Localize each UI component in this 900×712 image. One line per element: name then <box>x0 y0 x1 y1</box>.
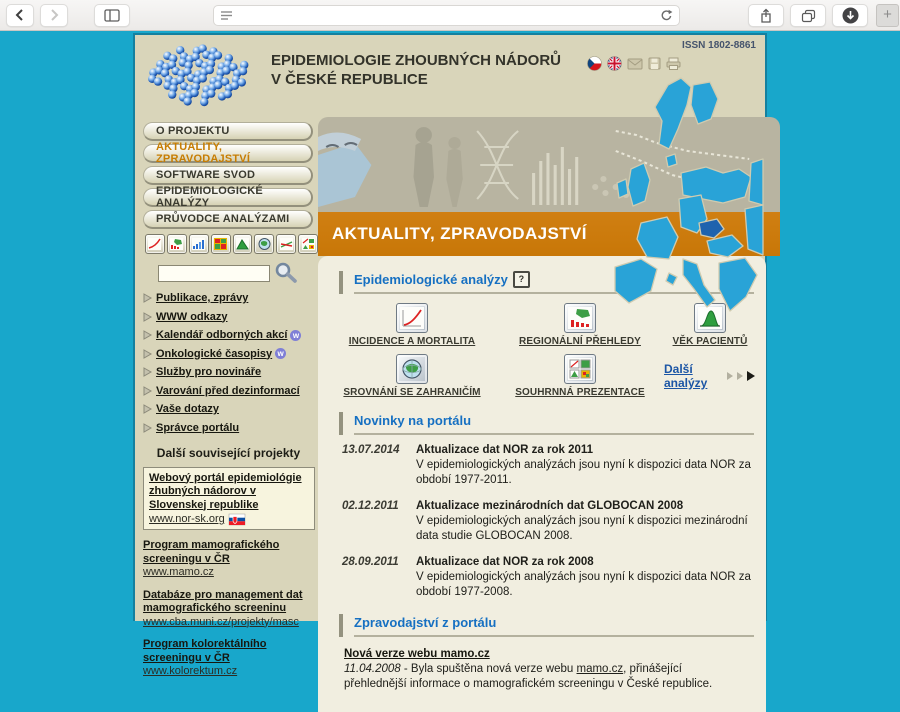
section-banner <box>318 212 780 256</box>
forward-button[interactable] <box>40 4 68 27</box>
shortcut-regional-map-button[interactable] <box>167 234 187 254</box>
globe-icon <box>258 238 271 250</box>
w-badge-icon: w <box>290 330 301 341</box>
chevron-left-icon <box>14 8 26 22</box>
section-analyses <box>328 271 756 294</box>
shortcut-area-chart-button[interactable] <box>233 234 253 254</box>
project-mamo <box>143 539 319 580</box>
section-rule <box>354 433 754 435</box>
link-www-odkazy[interactable]: WWW odkazy <box>143 311 318 323</box>
news-date: 13.07.2014 <box>342 444 400 456</box>
news-item <box>342 499 756 544</box>
arrow-bullet-icon <box>143 349 152 359</box>
project-masc-link[interactable]: Databáze pro management dat mamografického screeninu <box>143 588 303 614</box>
news-item <box>342 555 756 600</box>
browser-toolbar <box>0 0 900 31</box>
news-list <box>342 443 756 600</box>
trend-comparison-icon <box>280 238 293 250</box>
shortcut-combined-analyses-button[interactable] <box>298 234 318 254</box>
header-utility-icons <box>587 56 681 71</box>
content-row <box>135 117 765 712</box>
downloads-button[interactable] <box>832 4 868 27</box>
analysis-souhrn[interactable]: SOUHRNNÁ PREZENTACE <box>496 354 664 398</box>
sidebar <box>135 117 318 712</box>
mosaic-map-icon <box>214 238 227 250</box>
search-input[interactable] <box>158 265 270 282</box>
news-title: Aktualizace dat NOR za rok 2008 <box>416 556 594 568</box>
incidence-line-chart-icon[interactable] <box>396 303 428 333</box>
slovak-flag-icon <box>229 514 245 525</box>
url-input[interactable] <box>233 9 660 23</box>
age-area-chart-icon[interactable] <box>694 303 726 333</box>
new-tab-button[interactable]: + <box>876 4 899 27</box>
issn-label: ISSN 1802-8861 <box>682 40 756 51</box>
site-container <box>133 33 767 690</box>
medical-collage-image <box>318 117 780 212</box>
link-kalendar-akci[interactable]: Kalendář odborných akcí w <box>143 329 318 341</box>
bar-chart-icon <box>192 238 205 250</box>
nav-o-projektu[interactable]: O PROJEKTU <box>143 122 313 141</box>
zprava-title-link[interactable]: Nová verze webu mamo.cz <box>344 648 490 660</box>
czech-map-dots-logo <box>147 44 253 107</box>
content-panel <box>318 256 766 712</box>
search-area <box>158 262 318 284</box>
section-marker <box>339 412 343 435</box>
featured-project-link[interactable]: Webový portál epidemiológie zhubných nádorov v Slovenskej republike <box>149 471 302 511</box>
section-zpravodajstvi <box>328 614 756 637</box>
news-title: Aktualizace dat NOR za rok 2011 <box>416 444 594 456</box>
news-item <box>342 443 756 488</box>
zprava-text: , přinášející přehlednější informace o mamografickém screeningu v České republice. <box>344 663 713 690</box>
area-chart-icon <box>236 238 249 250</box>
arrow-bullet-icon <box>143 404 152 414</box>
nav-pruvodce-analyzami[interactable]: PRŮVODCE ANALÝZAMI <box>143 210 313 229</box>
chevron-right-icon <box>48 8 60 22</box>
line-chart-icon <box>148 238 161 250</box>
zprava-text: - Byla spuštěna nová verze webu <box>400 663 577 675</box>
sidebar-links <box>143 292 318 434</box>
dashboard-grid-icon[interactable] <box>564 354 596 384</box>
analysis-regional[interactable]: REGIONÁLNÍ PŘEHLEDY <box>496 303 664 347</box>
shortcut-globe-button[interactable] <box>254 234 274 254</box>
section-marker <box>339 271 343 294</box>
help-icon[interactable]: ? <box>513 271 530 288</box>
globe-comparison-icon[interactable] <box>396 354 428 384</box>
print-icon[interactable] <box>666 57 681 70</box>
project-mamo-url[interactable]: www.mamo.cz <box>143 566 214 578</box>
nav-aktuality[interactable]: AKTUALITY, ZPRAVODAJSTVÍ <box>143 144 313 163</box>
zpravodajstvi-heading: Zpravodajství z portálu <box>354 615 497 630</box>
arrow-bullet-icon <box>143 312 152 322</box>
analyses-heading: Epidemiologické analýzy <box>354 272 508 287</box>
project-masc <box>143 589 319 630</box>
header-collage <box>318 117 780 212</box>
featured-project-url[interactable]: www.nor-sk.org <box>149 513 309 525</box>
news-date: 02.12.2011 <box>342 500 399 512</box>
news-heading: Novinky na portálu <box>354 413 472 428</box>
section-news <box>328 412 756 435</box>
address-bar[interactable] <box>213 5 680 26</box>
czech-flag-icon[interactable] <box>587 56 602 71</box>
shortcut-trend-comparison-button[interactable] <box>276 234 296 254</box>
uk-flag-icon[interactable] <box>607 56 622 71</box>
news-text: V epidemiologických analýzách jsou nyní k dispozici data NOR za období 1977-2011. <box>416 459 751 486</box>
project-mamo-link[interactable]: Program mamografického screeningu v ČR <box>143 539 280 565</box>
arrow-bullet-icon <box>143 423 152 433</box>
tabs-icon <box>801 9 816 23</box>
zprava-date: 11.04.2008 <box>344 663 401 675</box>
arrow-bullet-icon <box>143 386 152 396</box>
link-publikace[interactable]: Publikace, zprávy <box>143 292 318 304</box>
email-icon[interactable] <box>627 57 643 70</box>
regional-map-icon <box>170 238 183 250</box>
arrow-bullet-icon <box>143 367 152 377</box>
news-date: 28.09.2011 <box>342 556 399 568</box>
news-text: V epidemiologických analýzách jsou nyní k dispozici data NOR za období 1977-2008. <box>416 571 751 598</box>
section-marker <box>339 614 343 637</box>
share-button[interactable] <box>748 4 784 27</box>
news-title: Aktualizace mezinárodních dat GLOBOCAN 2008 <box>416 500 684 512</box>
nav-software-svod[interactable]: SOFTWARE SVOD <box>143 166 313 185</box>
shortcut-mosaic-map-button[interactable] <box>211 234 231 254</box>
shortcut-bar-chart-button[interactable] <box>189 234 209 254</box>
sidebar-toggle-button[interactable] <box>94 4 130 27</box>
regional-map-bars-icon[interactable] <box>564 303 596 333</box>
analysis-vek[interactable]: VĚK PACIENTŮ <box>664 303 756 347</box>
page-title: EPIDEMIOLOGIE ZHOUBNÝCH NÁDORŮ V ČESKÉ REPUBLICE <box>271 52 562 88</box>
more-analyses-link[interactable]: Další analýzy <box>664 362 708 390</box>
chevron-icon <box>726 371 734 381</box>
reload-icon[interactable] <box>660 9 673 22</box>
analyses-grid <box>328 303 756 398</box>
link-spravce-portalu[interactable]: Správce portálu <box>143 422 318 434</box>
related-projects-heading: Další související projekty <box>156 445 301 460</box>
save-icon[interactable] <box>648 57 661 70</box>
project-kolorektum <box>143 638 319 679</box>
arrow-bullet-icon <box>143 330 152 340</box>
main-column <box>318 117 780 712</box>
link-vase-dotazy[interactable]: Vaše dotazy <box>143 403 318 415</box>
tabs-overview-button[interactable] <box>790 4 826 27</box>
shortcut-line-chart-button[interactable] <box>145 234 165 254</box>
browser-viewport <box>0 31 900 690</box>
more-analyses[interactable] <box>664 354 756 398</box>
link-onkologicke-casopisy[interactable]: Onkologické časopisy w <box>143 348 318 360</box>
project-masc-url[interactable]: www.cba.muni.cz/projekty/masc <box>143 615 299 628</box>
section-rule <box>354 292 754 294</box>
combined-analyses-icon <box>302 238 315 250</box>
chevron-icon <box>746 370 756 382</box>
section-rule <box>354 635 754 637</box>
link-sluzby-pro-novinare[interactable]: Služby pro novináře <box>143 366 318 378</box>
chevron-icon <box>736 371 744 381</box>
link-varovani-dezinformace[interactable]: Varování před dezinformací <box>143 385 318 397</box>
share-icon <box>759 8 773 24</box>
toolbar-right-group <box>742 0 900 31</box>
featured-project-box <box>143 467 315 531</box>
search-icon[interactable] <box>274 262 298 284</box>
banner-title: AKTUALITY, ZPRAVODAJSTVÍ <box>332 224 587 243</box>
w-badge-icon: w <box>275 348 286 359</box>
chart-shortcut-toolbar <box>145 234 318 254</box>
mamo-link[interactable]: mamo.cz <box>576 663 624 675</box>
back-button[interactable] <box>6 4 34 27</box>
site-header <box>135 35 765 117</box>
arrow-bullet-icon <box>143 293 152 303</box>
news-text: V epidemiologických analýzách jsou nyní k dispozici mezinárodní data studie GLOBOCAN 2008. <box>416 515 748 542</box>
downloads-icon <box>842 7 859 24</box>
project-kolorektum-link[interactable]: Program kolorektálního screeningu v ČR <box>143 638 267 664</box>
sidebar-icon <box>104 9 120 22</box>
project-kolorektum-url[interactable]: www.kolorektum.cz <box>143 665 238 677</box>
analysis-srovnani[interactable]: SROVNÁNÍ SE ZAHRANIČÍM <box>328 354 496 398</box>
reader-icon[interactable] <box>220 10 233 21</box>
nav-epidemiologicke-analyzy[interactable]: EPIDEMIOLOGICKÉ ANALÝZY <box>143 188 313 207</box>
analysis-incidence[interactable]: INCIDENCE A MORTALITA <box>328 303 496 347</box>
zpravodajstvi-item <box>344 647 722 692</box>
